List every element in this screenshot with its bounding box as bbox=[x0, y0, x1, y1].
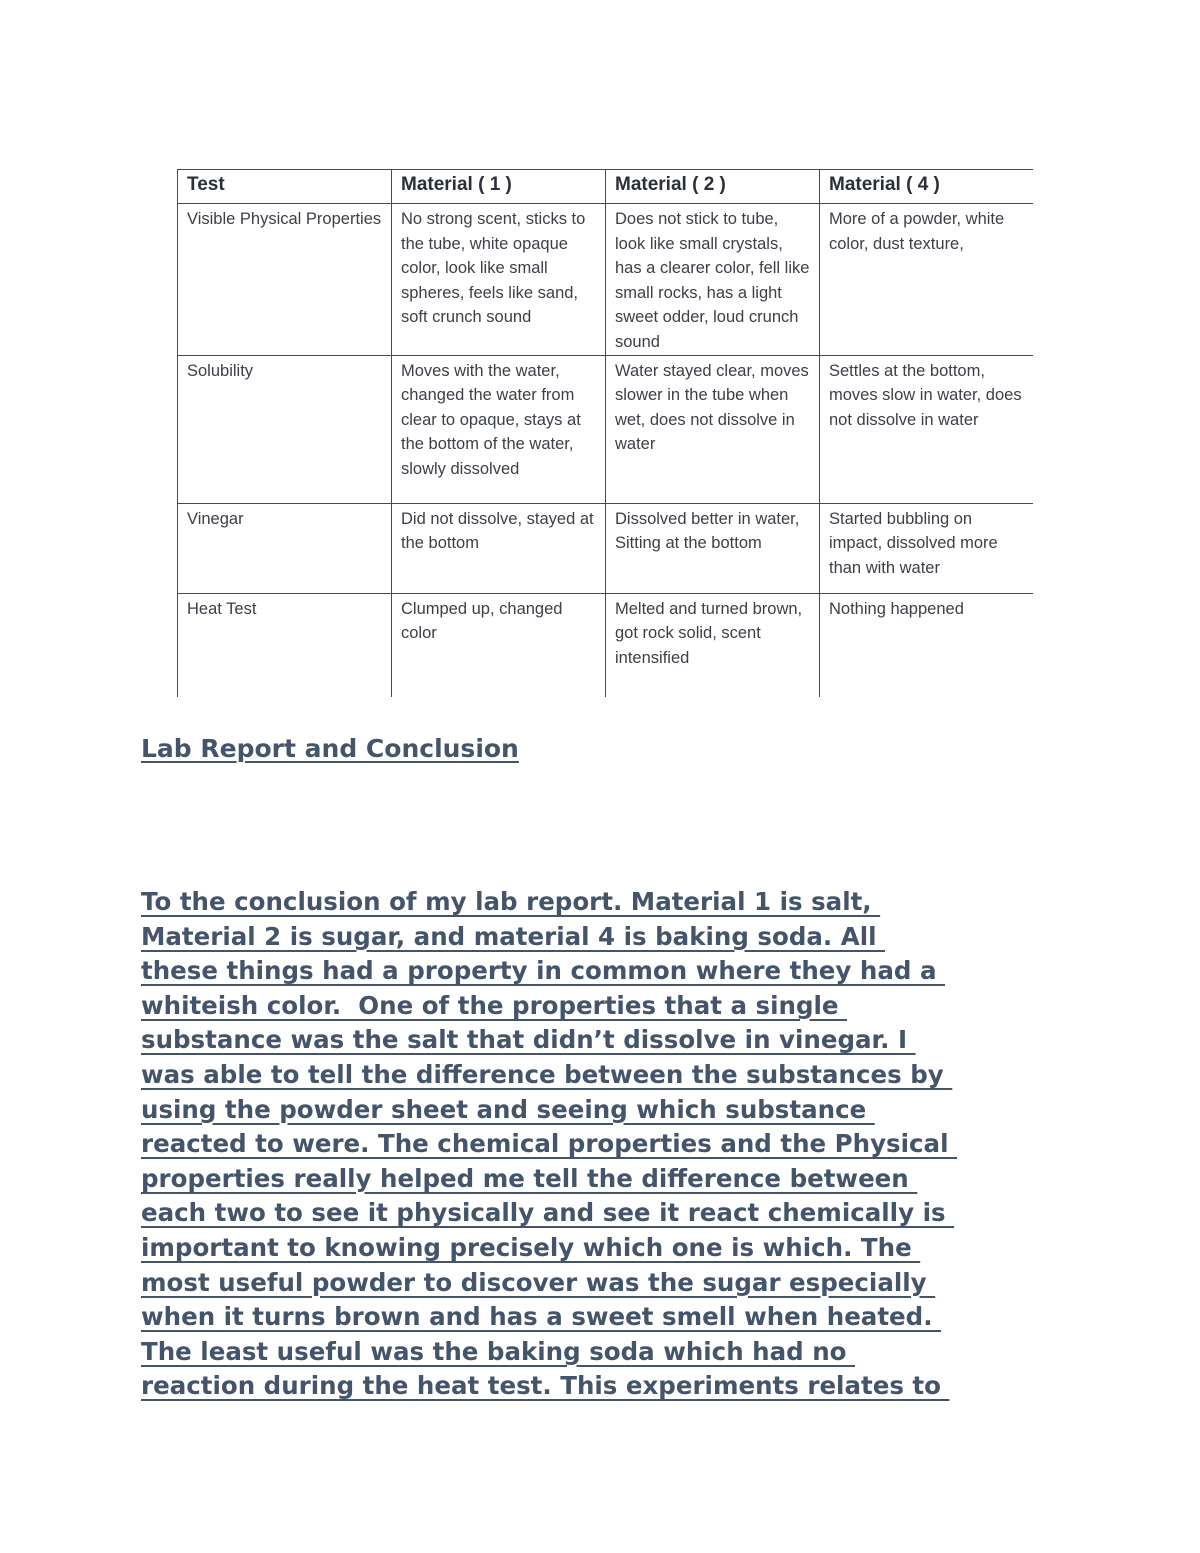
cell-material-4: More of a powder, white color, dust texture, bbox=[820, 204, 1034, 356]
conclusion-line: each two to see it physically and see it react chemically is bbox=[141, 1198, 955, 1228]
conclusion-line: The least useful was the baking soda which had no bbox=[141, 1336, 856, 1366]
cell-material-1: No strong scent, sticks to the tube, white opaque color, look like small spheres, feels like sand, soft crunch sound bbox=[392, 204, 606, 356]
conclusion-line: reaction during the heat test. This experiments relates to bbox=[141, 1371, 950, 1401]
section-heading: Lab Report and Conclusion bbox=[141, 734, 519, 763]
conclusion-line: was able to tell the difference between the substances by bbox=[141, 1059, 953, 1089]
cell-material-2: Dissolved better in water, Sitting at the bottom bbox=[606, 503, 820, 593]
conclusion-line: To the conclusion of my lab report. Material 1 is salt, bbox=[141, 887, 881, 916]
conclusion-line: most useful powder to discover was the sugar especially bbox=[141, 1267, 936, 1297]
conclusion-line: reacted to were. The chemical properties and the Physical bbox=[141, 1129, 958, 1159]
table-row bbox=[178, 503, 1034, 593]
cell-material-2: Melted and turned brown, got rock solid, scent intensified bbox=[606, 593, 820, 697]
cell-material-1: Did not dissolve, stayed at the bottom bbox=[392, 503, 606, 593]
header-material-4: Material ( 4 ) bbox=[820, 170, 1034, 204]
header-test: Test bbox=[178, 170, 392, 204]
conclusion-line: when it turns brown and has a sweet smell when heated. bbox=[141, 1302, 942, 1332]
table-row bbox=[178, 204, 1034, 356]
conclusion-line: these things had a property in common where they had a bbox=[141, 956, 946, 986]
table-row bbox=[178, 355, 1034, 503]
cell-material-1: Clumped up, changed color bbox=[392, 593, 606, 697]
lab-results-table bbox=[177, 169, 1033, 697]
lab-table-container bbox=[177, 169, 1033, 697]
table-header-row bbox=[178, 170, 1034, 204]
cell-material-2: Does not stick to tube, look like small crystals, has a clearer color, fell like small rocks, has a light sweet odder, loud crunch sound bbox=[606, 204, 820, 356]
conclusion-line: substance was the salt that didn’t dissolve in vinegar. I bbox=[141, 1025, 916, 1055]
cell-test: Visible Physical Properties bbox=[178, 204, 392, 356]
cell-material-4: Settles at the bottom, moves slow in water, does not dissolve in water bbox=[820, 355, 1034, 503]
conclusion-line: whiteish color. One of the properties that a single bbox=[141, 990, 848, 1020]
cell-material-4: Started bubbling on impact, dissolved more than with water bbox=[820, 503, 1034, 593]
header-material-1: Material ( 1 ) bbox=[392, 170, 606, 204]
conclusion-line: important to knowing precisely which one is which. The bbox=[141, 1232, 921, 1262]
cell-material-1: Moves with the water, changed the water from clear to opaque, stays at the bottom of the water, slowly dissolved bbox=[392, 355, 606, 503]
conclusion-line: Material 2 is sugar, and material 4 is baking soda. All bbox=[141, 921, 886, 951]
cell-material-4: Nothing happened bbox=[820, 593, 1034, 697]
cell-material-2: Water stayed clear, moves slower in the tube when wet, does not dissolve in water bbox=[606, 355, 820, 503]
cell-test: Heat Test bbox=[178, 593, 392, 697]
conclusion-line: properties really helped me tell the difference between bbox=[141, 1163, 918, 1193]
cell-test: Vinegar bbox=[178, 503, 392, 593]
table-row bbox=[178, 593, 1034, 697]
conclusion-paragraph bbox=[141, 885, 1071, 1404]
header-material-2: Material ( 2 ) bbox=[606, 170, 820, 204]
cell-test: Solubility bbox=[178, 355, 392, 503]
conclusion-line: using the powder sheet and seeing which substance bbox=[141, 1094, 875, 1124]
